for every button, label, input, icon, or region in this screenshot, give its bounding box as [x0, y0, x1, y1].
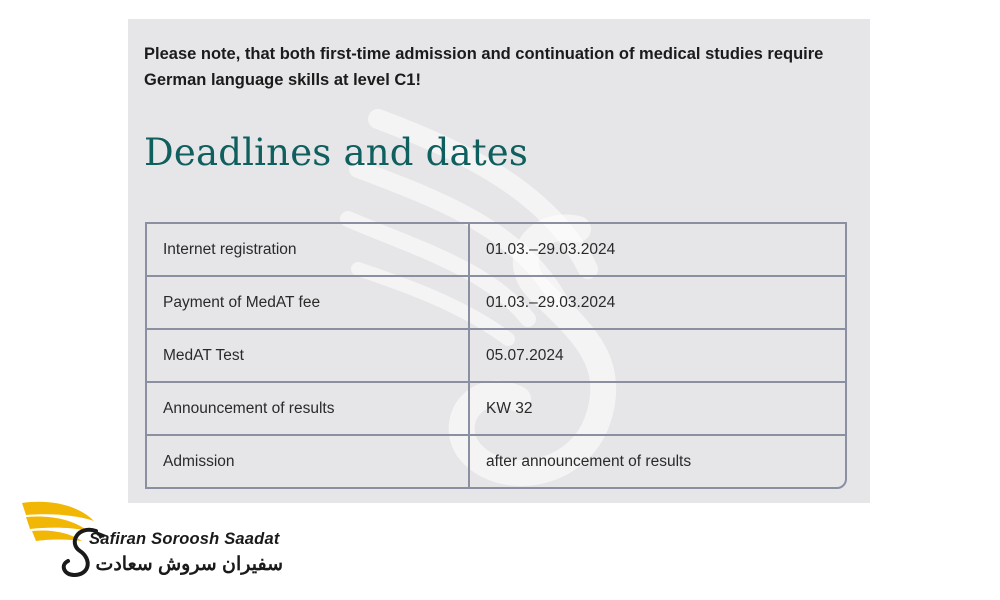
row-value: after announcement of results: [486, 452, 692, 470]
row-label: Announcement of results: [147, 383, 470, 436]
info-panel: [128, 19, 870, 503]
row-label: MedAT Test: [147, 330, 470, 383]
row-label: Admission: [147, 436, 470, 487]
table-row: [147, 330, 845, 383]
row-value: 01.03.–29.03.2024: [470, 224, 845, 277]
table-row: [147, 224, 845, 277]
language-note: Please note, that both first-time admission and continuation of medical studies require German language skills at level C1!: [144, 45, 824, 89]
row-label: Internet registration: [147, 224, 470, 277]
row-value: 05.07.2024: [470, 330, 845, 383]
deadlines-table: [145, 222, 847, 489]
table-row: [147, 383, 845, 436]
row-label: Payment of MedAT fee: [147, 277, 470, 330]
row-value: 01.03.–29.03.2024: [470, 277, 845, 330]
logo-name-fa: سفیران سروش سعادت: [95, 554, 283, 575]
table-row: [147, 277, 845, 330]
table-row: [147, 436, 845, 487]
row-value: KW 32: [470, 383, 845, 436]
page-title: Deadlines and dates: [144, 131, 529, 174]
logo-name-en: Safiran Soroosh Saadat: [89, 530, 280, 548]
